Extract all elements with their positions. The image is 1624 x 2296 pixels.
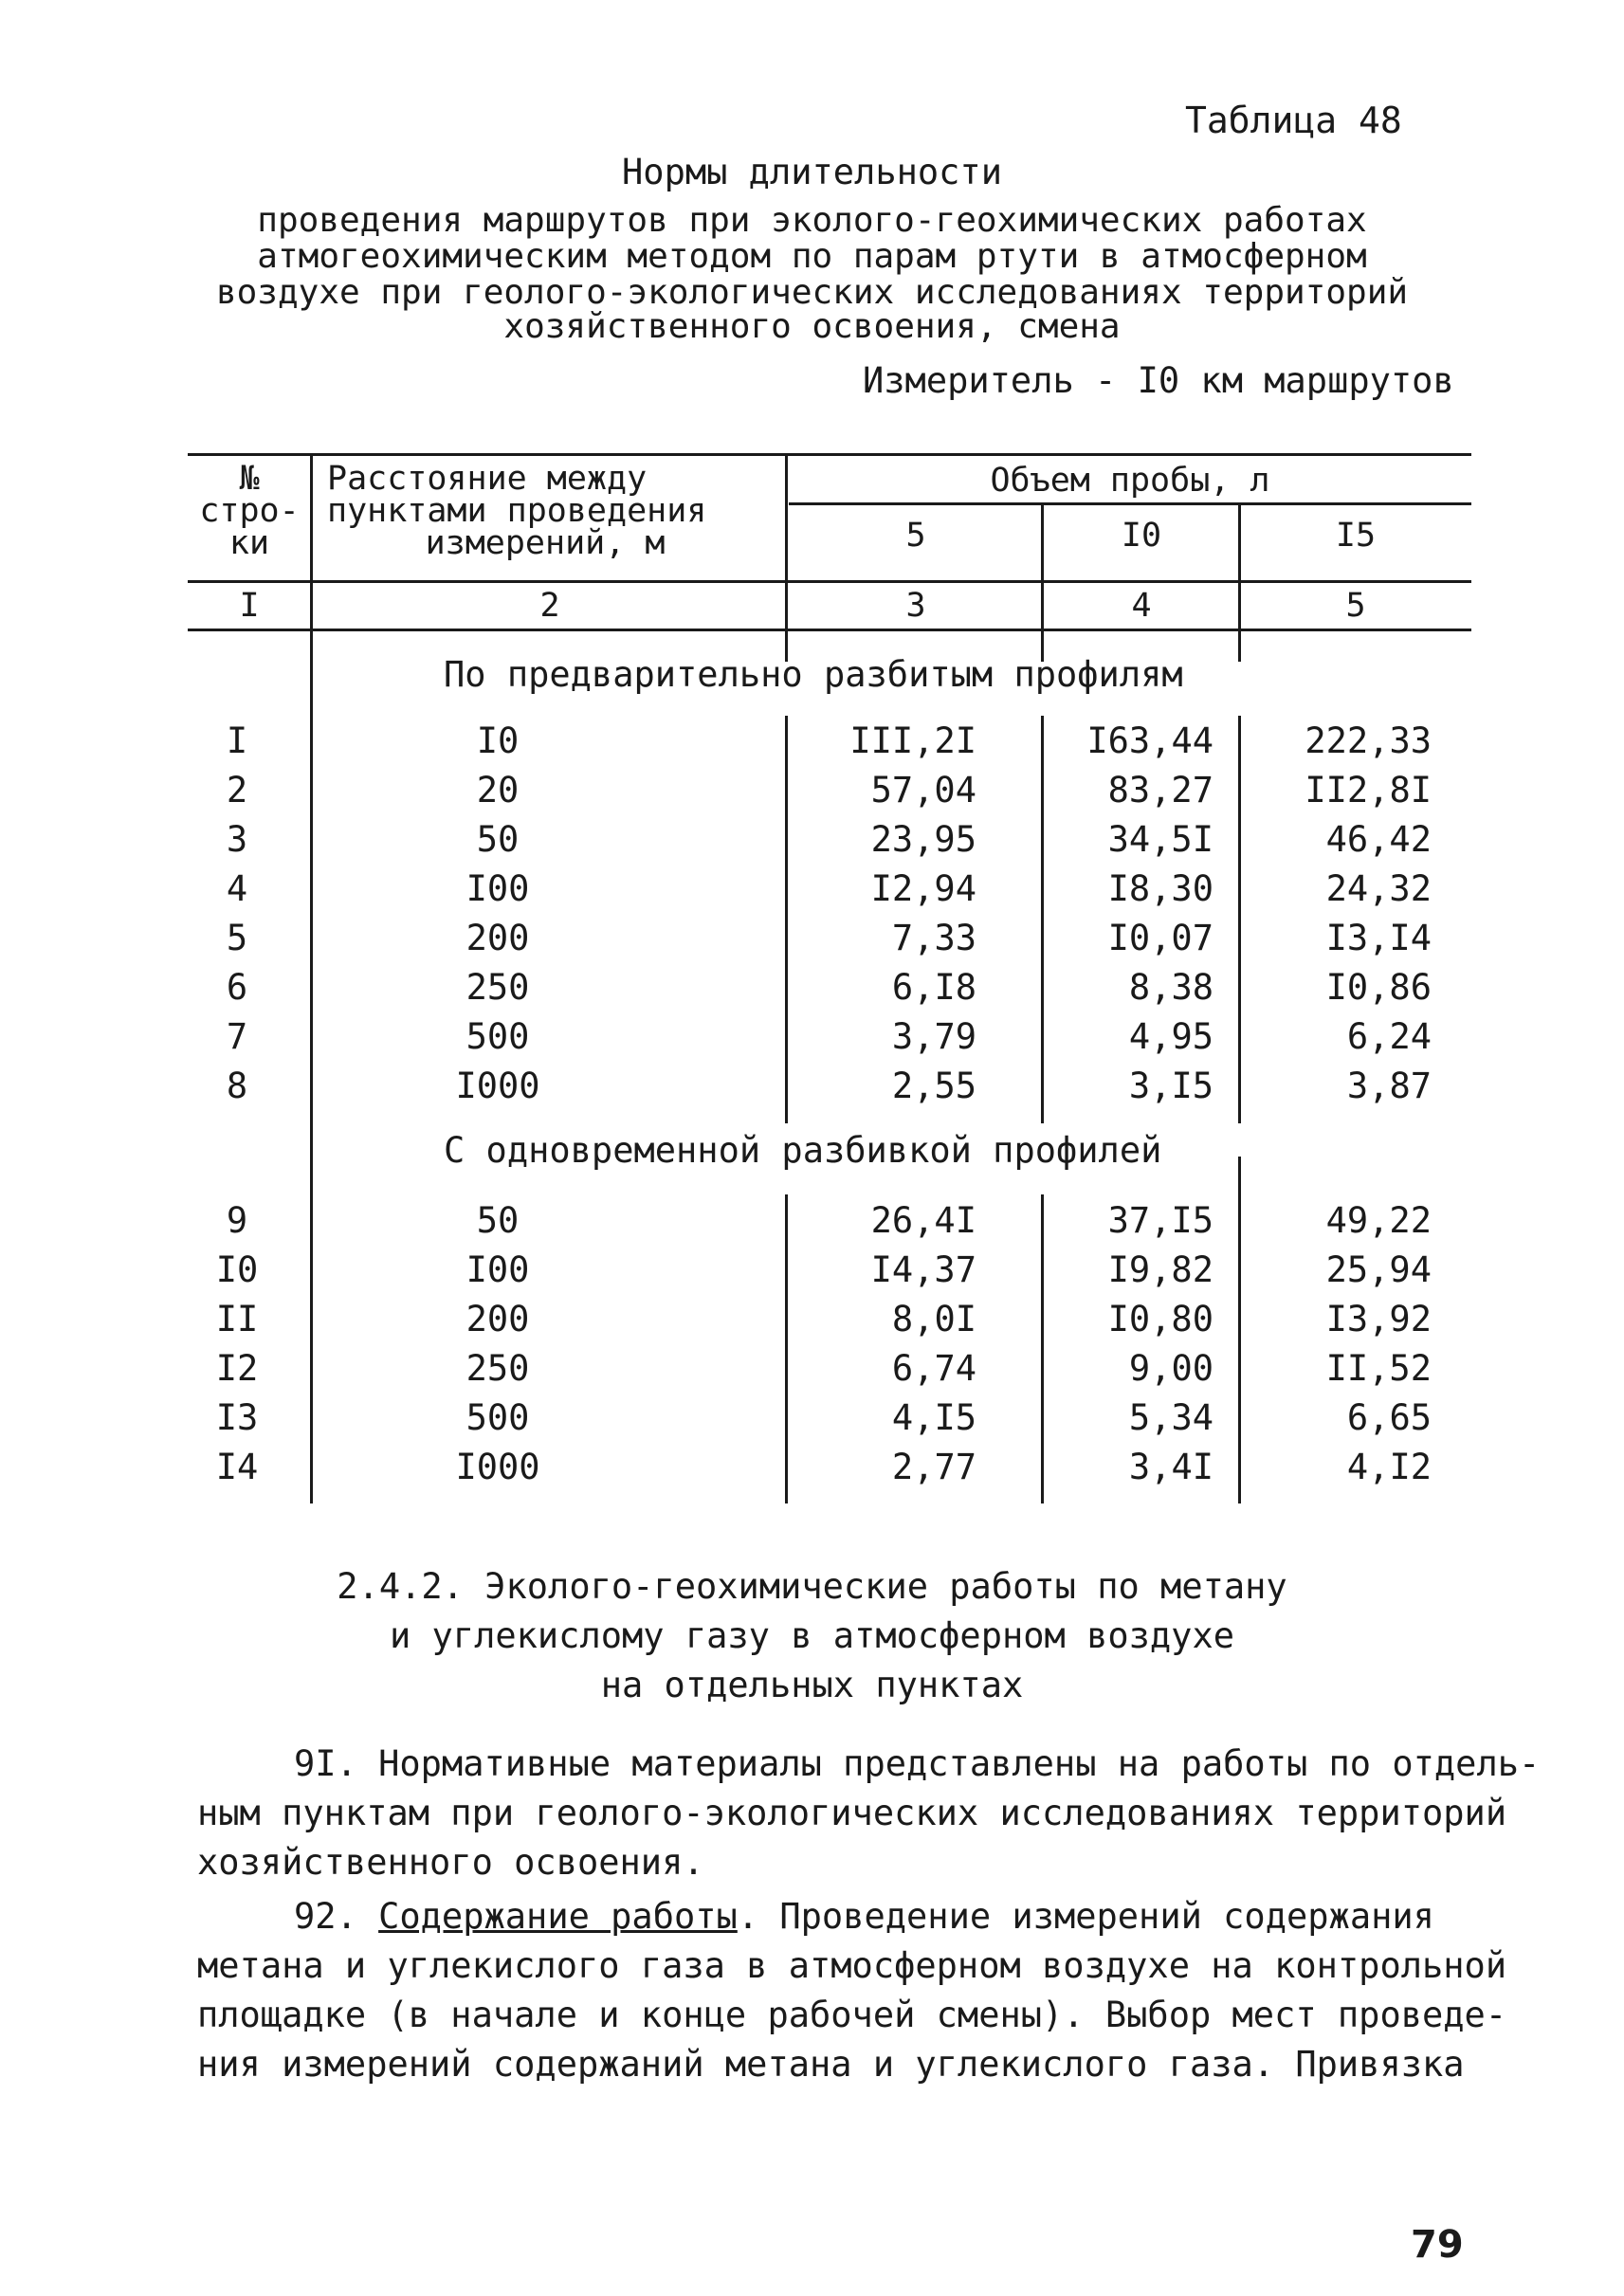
column-number-rule bbox=[188, 629, 1471, 631]
volume-10-cell: I0,80 bbox=[1107, 1299, 1213, 1339]
volume-10-cell: 5,34 bbox=[1128, 1397, 1213, 1438]
volume-5-cell: 23,95 bbox=[870, 819, 976, 860]
volume-5-cell: 2,77 bbox=[891, 1447, 976, 1487]
volume-10-cell: 9,00 bbox=[1128, 1348, 1213, 1389]
volume-10-cell: 3,4I bbox=[1128, 1447, 1213, 1487]
distance-cell: 200 bbox=[465, 918, 530, 958]
paragraph-92-line: ния измерений содержаний метана и углекислого газа. Привязка bbox=[197, 2044, 1465, 2085]
volume-5-cell: I2,94 bbox=[870, 868, 976, 909]
volume-5-cell: 6,74 bbox=[891, 1348, 976, 1389]
header-distance-line: Расстояние между bbox=[327, 460, 648, 498]
row-number-cell: 9 bbox=[226, 1200, 248, 1241]
volume-5-cell: 4,I5 bbox=[891, 1397, 976, 1438]
table-subtitle-line: атмогеохимическим методом по парам ртути в атмосферном bbox=[257, 237, 1367, 276]
distance-cell: I00 bbox=[465, 1249, 530, 1290]
distance-cell: 20 bbox=[476, 770, 520, 811]
table-subtitle-line: проведения маршрутов при эколого-геохимических работах bbox=[257, 201, 1367, 240]
volume-15-cell: 25,94 bbox=[1325, 1249, 1432, 1290]
column-number: 4 bbox=[1131, 587, 1152, 625]
volume-15-cell: 49,22 bbox=[1325, 1200, 1432, 1241]
page-number: 79 bbox=[1411, 2223, 1464, 2267]
header-row-number-line: № bbox=[239, 460, 260, 498]
paragraph-92-text: . Проведение измерений содержания bbox=[737, 1896, 1434, 1937]
volume-15-cell: I3,92 bbox=[1325, 1299, 1432, 1339]
volume-15-cell: 4,I2 bbox=[1346, 1447, 1432, 1487]
volume-15-cell: II,52 bbox=[1325, 1348, 1432, 1389]
volume-15-cell: 24,32 bbox=[1325, 868, 1432, 909]
volume-15-cell: 46,42 bbox=[1325, 819, 1432, 860]
distance-cell: 500 bbox=[465, 1397, 530, 1438]
header-row-number-line: стро- bbox=[199, 492, 300, 530]
volume-10-cell: 37,I5 bbox=[1107, 1200, 1213, 1241]
paragraph-92-title: Содержание работы bbox=[378, 1896, 738, 1937]
volume-5-cell: 2,55 bbox=[891, 1066, 976, 1106]
section-title: По предварительно разбитым профилям bbox=[444, 654, 1183, 695]
section-heading-line: и углекислому газу в атмосферном воздухе bbox=[389, 1615, 1235, 1656]
distance-cell: 250 bbox=[465, 967, 530, 1008]
paragraph-91-line: 9I. Нормативные материалы представлены на работы по отдель- bbox=[294, 1743, 1541, 1784]
row-number-cell: I2 bbox=[215, 1348, 259, 1389]
distance-cell: I00 bbox=[465, 868, 530, 909]
volume-10-cell: 3,I5 bbox=[1128, 1066, 1213, 1106]
volume-10-cell: I8,30 bbox=[1107, 868, 1213, 909]
volume-10-cell: 34,5I bbox=[1107, 819, 1213, 860]
section-title: С одновременной разбивкой профилей bbox=[444, 1130, 1162, 1171]
paragraph-91-line: ным пунктам при геолого-экологических исследованиях территорий bbox=[197, 1793, 1507, 1833]
table-subtitle-line: хозяйственного освоения, смена bbox=[503, 307, 1121, 346]
header-row-number-line: ки bbox=[228, 524, 270, 562]
distance-cell: I000 bbox=[455, 1447, 540, 1487]
volume-5-cell: 26,4I bbox=[870, 1200, 976, 1241]
row-number-cell: I3 bbox=[215, 1397, 259, 1438]
row-number-cell: 4 bbox=[226, 868, 248, 909]
distance-cell: 250 bbox=[465, 1348, 530, 1389]
paragraph-92-first-line bbox=[294, 1892, 1583, 1941]
header-distance-line: измерений, м bbox=[425, 524, 666, 562]
volume-5-cell: 7,33 bbox=[891, 918, 976, 958]
table-subtitle-line: воздухе при геолого-экологических исследованиях территорий bbox=[215, 273, 1409, 312]
distance-cell: 200 bbox=[465, 1299, 530, 1339]
measure-unit: Измеритель - I0 км маршрутов bbox=[863, 360, 1454, 401]
paragraph-91-line: хозяйственного освоения. bbox=[197, 1842, 704, 1883]
section-heading-line: 2.4.2. Эколого-геохимические работы по метану bbox=[337, 1566, 1287, 1607]
distance-cell: I0 bbox=[476, 720, 520, 761]
row-number-cell: I4 bbox=[215, 1447, 259, 1487]
distance-cell: 50 bbox=[476, 1200, 520, 1241]
header-distance bbox=[318, 460, 773, 562]
volume-5-cell: 3,79 bbox=[891, 1016, 976, 1057]
row-number-cell: 2 bbox=[226, 770, 248, 811]
column-number: 3 bbox=[905, 587, 926, 625]
volume-15-cell: 222,33 bbox=[1305, 720, 1432, 761]
row-number-cell: 5 bbox=[226, 918, 248, 958]
volume-10-cell: 4,95 bbox=[1128, 1016, 1213, 1057]
column-number: 2 bbox=[539, 587, 560, 625]
volume-10-cell: 8,38 bbox=[1128, 967, 1213, 1008]
distance-cell: I000 bbox=[455, 1066, 540, 1106]
volume-5-cell: 8,0I bbox=[891, 1299, 976, 1339]
volume-15-cell: I0,86 bbox=[1325, 967, 1432, 1008]
volume-10-cell: I9,82 bbox=[1107, 1249, 1213, 1290]
volume-header-rule bbox=[789, 502, 1471, 505]
row-number-cell: 8 bbox=[226, 1066, 248, 1106]
volume-5-cell: 57,04 bbox=[870, 770, 976, 811]
volume-5-cell: I4,37 bbox=[870, 1249, 976, 1290]
row-number-cell: I0 bbox=[215, 1249, 259, 1290]
row-number-cell: 6 bbox=[226, 967, 248, 1008]
volume-5-cell: 6,I8 bbox=[891, 967, 976, 1008]
header-bottom-rule bbox=[188, 580, 1471, 583]
volume-10-cell: I63,44 bbox=[1086, 720, 1213, 761]
paragraph-92-number: 92. bbox=[294, 1896, 379, 1937]
header-distance-line: пунктами проведения bbox=[327, 492, 707, 530]
row-number-cell: 3 bbox=[226, 819, 248, 860]
volume-15-cell: 6,24 bbox=[1346, 1016, 1432, 1057]
column-divider bbox=[785, 453, 788, 662]
header-volume-15: I5 bbox=[1335, 517, 1377, 555]
table-caption: Таблица 48 bbox=[1185, 100, 1402, 141]
volume-15-cell: 3,87 bbox=[1346, 1066, 1432, 1106]
table-title: Нормы длительности bbox=[622, 152, 1002, 192]
distance-cell: 50 bbox=[476, 819, 520, 860]
header-volume: Объем пробы, л bbox=[990, 462, 1270, 500]
distance-cell: 500 bbox=[465, 1016, 530, 1057]
section-heading bbox=[0, 1562, 1624, 1710]
paragraph-92-line: площадке (в начале и конце рабочей смены). Выбор мест проведе- bbox=[197, 1995, 1507, 2035]
volume-10-cell: 83,27 bbox=[1107, 770, 1213, 811]
section-heading-line: на отдельных пунктах bbox=[600, 1665, 1024, 1705]
table-top-rule bbox=[188, 453, 1471, 456]
column-number: 5 bbox=[1345, 587, 1366, 625]
volume-15-cell: I3,I4 bbox=[1325, 918, 1432, 958]
volume-10-cell: I0,07 bbox=[1107, 918, 1213, 958]
header-volume-5: 5 bbox=[905, 517, 926, 555]
header-row-number bbox=[188, 460, 311, 562]
paragraph-92-line: метана и углекислого газа в атмосферном воздухе на контрольной bbox=[197, 1945, 1507, 1986]
volume-15-cell: II2,8I bbox=[1305, 770, 1432, 811]
volume-15-cell: 6,65 bbox=[1346, 1397, 1432, 1438]
volume-5-cell: III,2I bbox=[849, 720, 976, 761]
row-number-cell: 7 bbox=[226, 1016, 248, 1057]
row-number-cell: I bbox=[226, 720, 248, 761]
column-number: I bbox=[239, 587, 260, 625]
header-volume-10: I0 bbox=[1121, 517, 1162, 555]
row-number-cell: II bbox=[215, 1299, 259, 1339]
